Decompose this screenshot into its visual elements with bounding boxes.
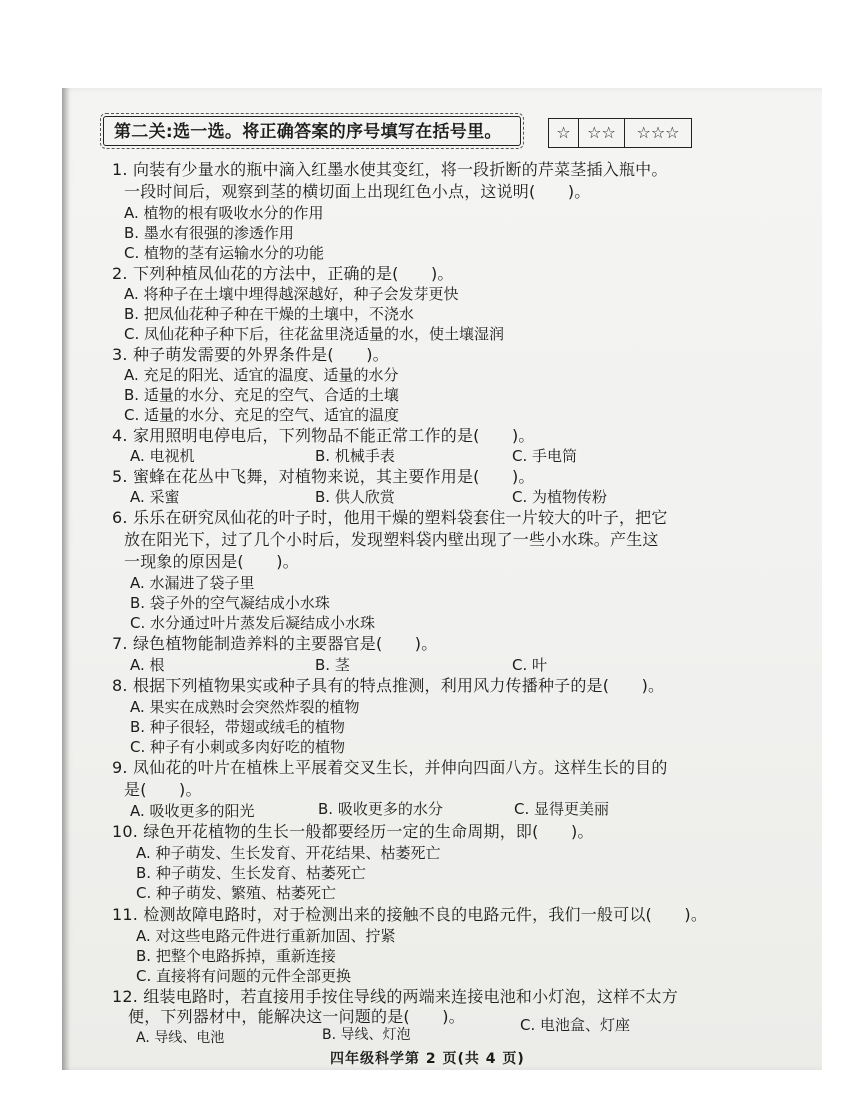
question-2-stem: 2. 下列种植凤仙花的方法中，正确的是( )。 [112,264,454,283]
question-1-stem: 一段时间后，观察到茎的横切面上出现红色小点，这说明( )。 [124,182,591,201]
question-6-stem: 一现象的原因是( )。 [124,552,299,571]
question-12-option-a: A. 导线、电池 [136,1030,225,1046]
question-7-option-c: C. 叶 [512,656,548,674]
question-10-stem: 10. 绿色开花植物的生长一般都要经历一定的生命周期，即( )。 [112,822,594,841]
question-12-stem: 12. 组装电路时，若直接用手按住导线的两端来连接电池和小灯泡，这样不太方 [112,987,678,1006]
question-10-option-a: A. 种子萌发、生长发育、开花结果、枯萎死亡 [136,844,441,862]
question-8-stem: 8. 根据下列植物果实或种子具有的特点推测，利用风力传播种子的是( )。 [112,676,665,695]
question-8-option-b: B. 种子很轻，带翅或绒毛的植物 [130,718,345,736]
question-12-option-c: C. 电池盒、灯座 [520,1016,631,1034]
question-5-option-b: B. 供人欣赏 [315,488,395,506]
question-10-option-b: B. 种子萌发、生长发育、枯萎死亡 [136,864,366,882]
page-edge-shadow [62,88,70,1070]
section-title: 第二关:选一选。将正确答案的序号填写在括号里。 [103,116,521,146]
question-6-option-c: C. 水分通过叶片蒸发后凝结成小水珠 [130,614,376,632]
question-12-option-b: B. 导线、灯泡 [322,1027,411,1043]
question-5-option-c: C. 为植物传粉 [512,488,608,506]
question-3-option-c: C. 适量的水分、充足的空气、适宜的温度 [124,406,400,424]
question-3-option-b: B. 适量的水分、充足的空气、合适的土壤 [124,386,399,404]
question-6-stem: 放在阳光下，过了几个小时后，发现塑料袋内壁出现了一些小水珠。产生这 [124,530,659,549]
question-11-option-a: A. 对这些电路元件进行重新加固、拧紧 [136,927,396,945]
question-8-option-c: C. 种子有小刺或多肉好吃的植物 [130,738,346,756]
star-rating-one: ☆ [549,119,579,147]
question-7-option-b: B. 茎 [315,656,350,674]
question-1-option-a: A. 植物的根有吸收水分的作用 [124,204,324,222]
question-7-option-a: A. 根 [130,656,165,674]
question-5-stem: 5. 蜜蜂在花丛中飞舞，对植物来说，其主要作用是( )。 [112,467,535,486]
question-4-option-a: A. 电视机 [130,447,195,465]
question-2-option-b: B. 把凤仙花种子种在干燥的土壤中，不浇水 [124,305,414,323]
question-3-stem: 3. 种子萌发需要的外界条件是( )。 [112,345,389,364]
question-1-option-c: C. 植物的茎有运输水分的功能 [124,244,325,262]
question-4-option-b: B. 机械手表 [315,447,395,465]
question-9-option-c: C. 显得更美丽 [514,800,610,818]
question-9-option-a: A. 吸收更多的阳光 [130,802,255,820]
question-7-stem: 7. 绿色植物能制造养料的主要器官是( )。 [112,634,438,653]
question-5-option-a: A. 采蜜 [130,488,180,506]
question-10-option-c: C. 种子萌发、繁殖、枯萎死亡 [136,884,337,902]
question-4-option-c: C. 手电筒 [512,447,578,465]
question-11-stem: 11. 检测故障电路时，对于检测出来的接触不良的电路元件，我们一般可以( )。 [112,905,708,924]
question-8-option-a: A. 果实在成熟时会突然炸裂的植物 [130,698,360,716]
question-6-option-a: A. 水漏进了袋子里 [130,574,255,592]
question-12-stem: 便，下列器材中，能解决这一问题的是( )。 [128,1007,465,1026]
question-11-option-c: C. 直接将有问题的元件全部更换 [136,967,352,985]
star-rating-three: ☆☆☆ [636,123,680,142]
question-9-stem: 是( )。 [124,780,202,799]
question-4-stem: 4. 家用照明电停电后，下列物品不能正常工作的是( )。 [112,426,535,445]
question-6-stem: 6. 乐乐在研究凤仙花的叶子时，他用干燥的塑料袋套住一片较大的叶子，把它 [112,508,668,527]
page-footer: 四年级科学第 2 页(共 4 页) [330,1051,525,1067]
question-6-option-b: B. 袋子外的空气凝结成小水珠 [130,594,330,612]
question-2-option-c: C. 凤仙花种子种下后，往花盆里浇适量的水，使土壤湿润 [124,325,505,343]
question-2-option-a: A. 将种子在土壤中埋得越深越好，种子会发芽更快 [124,285,459,303]
question-9-option-b: B. 吸收更多的水分 [318,800,443,818]
star-rating [548,118,692,148]
question-9-stem: 9. 凤仙花的叶片在植株上平展着交叉生长，并伸向四面八方。这样生长的目的 [112,758,668,777]
question-11-option-b: B. 把整个电路拆掉，重新连接 [136,947,336,965]
star-rating-two: ☆☆ [579,119,625,147]
question-3-option-a: A. 充足的阳光、适宜的温度、适量的水分 [124,366,399,384]
question-1-stem: 1. 向装有少量水的瓶中滴入红墨水使其变红，将一段折断的芹菜茎插入瓶中。 [112,160,668,179]
question-1-option-b: B. 墨水有很强的渗透作用 [124,224,294,242]
